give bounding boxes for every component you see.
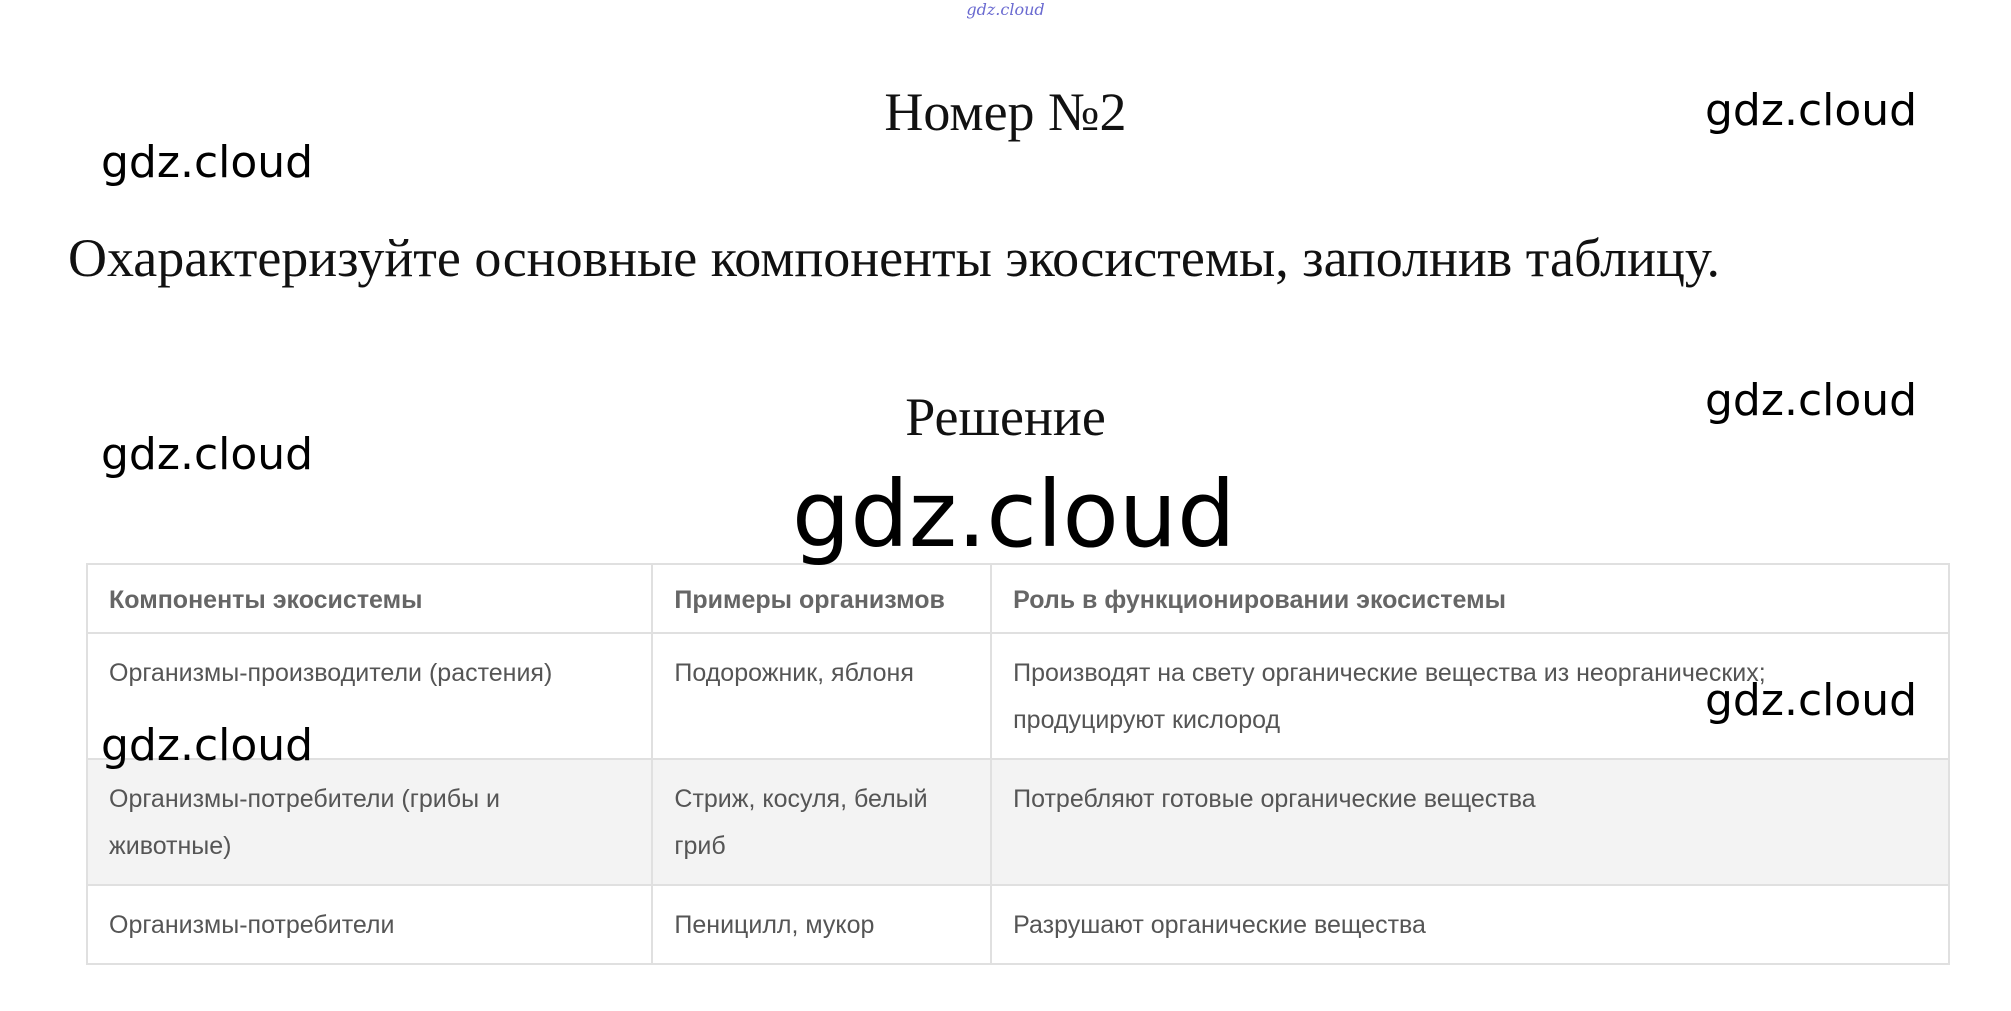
table-row [87, 885, 1949, 964]
table-cell: Пеницилл, мукор [652, 885, 991, 964]
watermark-center-large: gdz.cloud [792, 461, 1236, 568]
ecosystem-table [86, 563, 1950, 965]
table-cell: Разрушают органические вещества [991, 885, 1949, 964]
column-header-examples: Примеры организмов [652, 564, 991, 633]
table-cell: Подорожник, яблоня [652, 633, 991, 759]
watermark-mid-right: gdz.cloud [1705, 375, 1918, 426]
table-header-row [87, 564, 1949, 633]
table-cell: Производят на свету органические вещества из неорганических; продуцируют кислород [991, 633, 1949, 759]
page-title: Номер №2 [884, 82, 1127, 142]
watermark-top-left: gdz.cloud [101, 137, 314, 188]
table-row [87, 633, 1949, 759]
watermark-mid-left: gdz.cloud [101, 429, 314, 480]
table-cell: Стриж, косуля, белый гриб [652, 759, 991, 885]
column-header-role: Роль в функционировании экосистемы [991, 564, 1949, 633]
solution-heading: Решение [905, 387, 1106, 447]
watermark-table-left: gdz.cloud [101, 720, 314, 771]
watermark-top-right: gdz.cloud [1705, 85, 1918, 136]
table-cell: Потребляют готовые органические вещества [991, 759, 1949, 885]
table-row [87, 759, 1949, 885]
table-cell: Организмы-производители (растения) [87, 633, 652, 759]
top-watermark: gdz.cloud [966, 0, 1045, 19]
table-cell: Организмы-потребители (грибы и животные) [87, 759, 652, 885]
table-cell: Организмы-потребители [87, 885, 652, 964]
task-text: Охарактеризуйте основные компоненты экосистемы, заполнив таблицу. [68, 228, 1720, 288]
column-header-components: Компоненты экосистемы [87, 564, 652, 633]
watermark-table-right: gdz.cloud [1705, 675, 1918, 726]
